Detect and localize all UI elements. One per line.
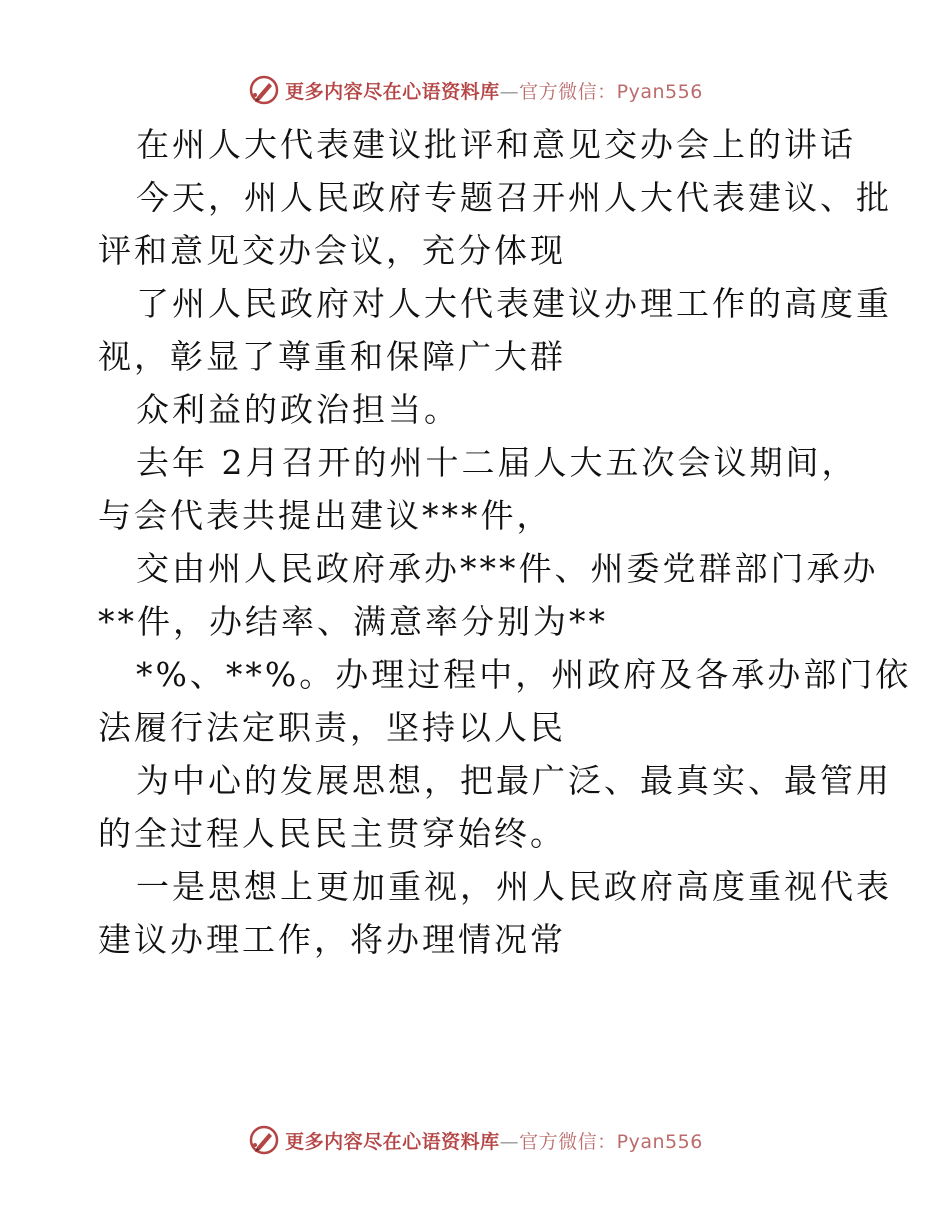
- watermark-wechat: 官方微信：Pyan556: [519, 1130, 703, 1153]
- pen-logo-icon: [247, 1123, 281, 1157]
- text-line: 视，彰显了尊重和保障广大群: [98, 337, 566, 376]
- watermark-separator: —: [499, 1130, 520, 1153]
- text-line: 交由州人民政府承办***件、州委党群部门承办: [136, 549, 879, 588]
- watermark-brand: 更多内容尽在心语资料库: [285, 80, 500, 103]
- text-line: 与会代表共提出建议***件，: [98, 496, 553, 535]
- document-body: [98, 118, 912, 966]
- watermark-wechat: 官方微信：Pyan556: [519, 80, 703, 103]
- text-line: 建议办理工作，将办理情况常: [98, 920, 566, 959]
- text-line: 了州人民政府对人大代表建议办理工作的高度重: [136, 284, 892, 323]
- text-line: 的全过程人民民主贯穿始终。: [98, 814, 566, 853]
- text-line: 去年 2月召开的州十二届人大五次会议期间，: [136, 443, 858, 482]
- text-line: 一是思想上更加重视，州人民政府高度重视代表: [136, 867, 892, 906]
- text-line: 法履行法定职责，坚持以人民: [98, 708, 566, 747]
- text-line: 评和意见交办会议，充分体现: [98, 231, 566, 270]
- text-line: **件，办结率、满意率分别为**: [98, 602, 608, 641]
- watermark-brand: 更多内容尽在心语资料库: [285, 1130, 500, 1153]
- text-line: 众利益的政治担当。: [136, 390, 460, 429]
- watermark-separator: —: [499, 80, 520, 103]
- text-line: 今天，州人民政府专题召开州人大代表建议、批: [136, 178, 892, 217]
- footer-watermark: [0, 1120, 950, 1160]
- header-watermark: [0, 70, 950, 110]
- text-line: 为中心的发展思想，把最广泛、最真实、最管用: [136, 761, 892, 800]
- text-line: *%、**%。办理过程中，州政府及各承办部门依: [136, 655, 912, 694]
- pen-logo-icon: [247, 73, 281, 107]
- text-line: 在州人大代表建议批评和意见交办会上的讲话: [136, 125, 856, 164]
